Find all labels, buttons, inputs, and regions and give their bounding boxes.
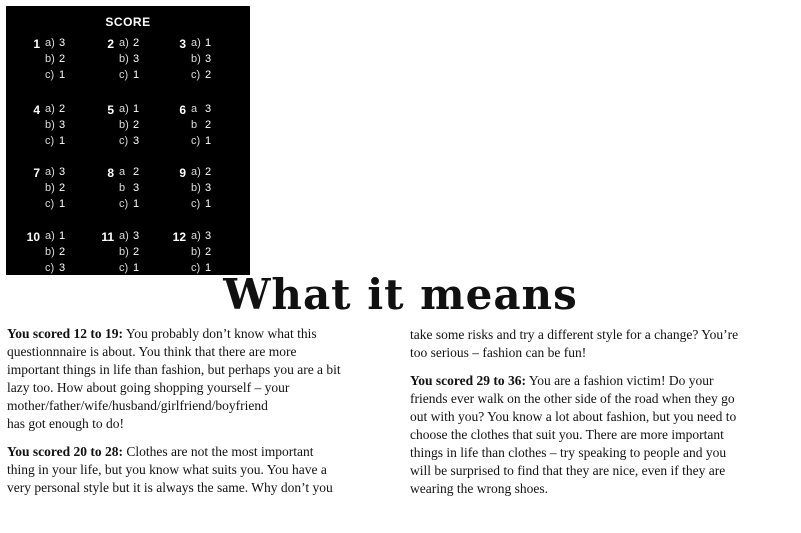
option-letter: b) bbox=[119, 119, 129, 131]
score-question bbox=[94, 103, 164, 155]
score-option bbox=[45, 164, 71, 180]
score-option bbox=[191, 228, 217, 244]
option-letter: a) bbox=[191, 166, 201, 178]
question-number: 6 bbox=[179, 103, 186, 117]
result-29-36-line: wearing the wrong shoes. bbox=[410, 481, 548, 496]
score-option bbox=[119, 164, 145, 180]
option-letter: a) bbox=[119, 230, 129, 242]
score-option bbox=[191, 180, 217, 196]
score-option bbox=[45, 35, 71, 51]
option-points: 3 bbox=[205, 53, 212, 65]
left-column bbox=[7, 325, 382, 507]
option-points: 1 bbox=[205, 135, 212, 147]
option-letter: a) bbox=[191, 37, 201, 49]
option-letter: a) bbox=[45, 166, 55, 178]
result-29-36-line: You are a fashion victim! Do your bbox=[528, 373, 714, 388]
option-letter: a) bbox=[45, 103, 55, 115]
option-points: 3 bbox=[59, 119, 66, 131]
result-12-19-line: has got enough to do! bbox=[7, 416, 124, 431]
option-points: 2 bbox=[59, 182, 66, 194]
option-points: 2 bbox=[59, 103, 66, 115]
result-12-19-line: questionnnaire is about. You think that there are more bbox=[7, 344, 297, 359]
score-option bbox=[119, 35, 145, 51]
question-number: 12 bbox=[172, 230, 186, 244]
option-letter: b bbox=[191, 119, 198, 131]
option-letter: b) bbox=[45, 182, 55, 194]
score-option bbox=[45, 244, 71, 260]
option-letter: b) bbox=[45, 53, 55, 65]
option-points: 3 bbox=[205, 182, 212, 194]
score-option bbox=[119, 180, 145, 196]
question-number: 1 bbox=[33, 37, 40, 51]
option-points: 1 bbox=[59, 198, 66, 210]
option-points: 2 bbox=[133, 166, 140, 178]
option-letter: c) bbox=[191, 262, 201, 274]
question-number: 10 bbox=[26, 230, 40, 244]
option-letter: b) bbox=[191, 246, 201, 258]
option-letter: c) bbox=[45, 198, 55, 210]
question-number: 9 bbox=[179, 166, 186, 180]
question-number: 7 bbox=[33, 166, 40, 180]
score-option bbox=[191, 244, 217, 260]
option-letter: b) bbox=[119, 246, 129, 258]
option-letter: a bbox=[191, 103, 198, 115]
score-option bbox=[191, 133, 217, 149]
option-points: 2 bbox=[133, 37, 140, 49]
option-points: 2 bbox=[59, 246, 66, 258]
result-20-28-line: thing in your life, but you know what suits you. You have a bbox=[7, 462, 327, 477]
option-letter: a) bbox=[119, 103, 129, 115]
option-letter: b) bbox=[45, 119, 55, 131]
option-points: 1 bbox=[133, 69, 140, 81]
option-letter: a bbox=[119, 166, 126, 178]
option-letter: a) bbox=[119, 37, 129, 49]
option-letter: c) bbox=[119, 135, 129, 147]
score-option bbox=[45, 67, 71, 83]
question-number: 4 bbox=[33, 103, 40, 117]
score-option bbox=[119, 101, 145, 117]
score-option bbox=[45, 101, 71, 117]
option-points: 2 bbox=[205, 166, 212, 178]
score-option bbox=[191, 51, 217, 67]
option-points: 1 bbox=[59, 69, 66, 81]
option-letter: c) bbox=[191, 135, 201, 147]
score-question bbox=[20, 103, 90, 155]
option-points: 1 bbox=[133, 198, 140, 210]
option-letter: c) bbox=[45, 262, 55, 274]
page-heading: What it means bbox=[223, 270, 578, 319]
option-letter: c) bbox=[45, 69, 55, 81]
option-points: 1 bbox=[59, 135, 66, 147]
option-points: 1 bbox=[133, 262, 140, 274]
score-option bbox=[45, 51, 71, 67]
score-option bbox=[119, 133, 145, 149]
score-title: SCORE bbox=[105, 15, 151, 29]
option-points: 2 bbox=[205, 119, 212, 131]
option-points: 2 bbox=[205, 246, 212, 258]
option-points: 1 bbox=[205, 198, 212, 210]
score-table bbox=[6, 6, 250, 275]
result-20-28-line: too serious – fashion can be fun! bbox=[410, 345, 587, 360]
option-points: 3 bbox=[133, 135, 140, 147]
option-points: 2 bbox=[133, 246, 140, 258]
option-letter: c) bbox=[191, 69, 201, 81]
option-points: 3 bbox=[59, 262, 66, 274]
result-12-19-line: You probably don’t know what this bbox=[125, 326, 317, 341]
score-option bbox=[45, 133, 71, 149]
result-29-36-line: will be surprised to find that they are nice, even if they are bbox=[410, 463, 726, 478]
score-question bbox=[94, 166, 164, 218]
result-20-28 bbox=[7, 443, 382, 497]
option-points: 2 bbox=[59, 53, 66, 65]
option-points: 1 bbox=[133, 103, 140, 115]
result-12-19 bbox=[7, 325, 382, 433]
score-option bbox=[45, 117, 71, 133]
score-option bbox=[119, 244, 145, 260]
right-column bbox=[410, 326, 795, 508]
score-option bbox=[191, 164, 217, 180]
result-20-28-continued bbox=[410, 326, 795, 362]
score-option bbox=[119, 117, 145, 133]
score-option bbox=[191, 117, 217, 133]
result-12-19-line: lazy too. How about going shopping yourself – your bbox=[7, 380, 290, 395]
score-option bbox=[119, 51, 145, 67]
result-20-28-line: Clothes are not the most important bbox=[126, 444, 314, 459]
score-option bbox=[119, 196, 145, 212]
option-letter: c) bbox=[191, 198, 201, 210]
score-option bbox=[191, 101, 217, 117]
option-points: 3 bbox=[133, 53, 140, 65]
score-question bbox=[166, 166, 236, 218]
option-letter: c) bbox=[119, 262, 129, 274]
result-12-19-lead: You scored 12 to 19: bbox=[7, 326, 123, 341]
option-letter: b) bbox=[45, 246, 55, 258]
option-letter: a) bbox=[45, 37, 55, 49]
result-20-28-line: very personal style but it is always the same. Why don’t you bbox=[7, 480, 333, 495]
result-29-36-line: out with you? You know a lot about fashion, but you need to bbox=[410, 409, 737, 424]
score-option bbox=[45, 196, 71, 212]
result-12-19-line: mother/father/wife/husband/girlfriend/boyfriend bbox=[7, 398, 268, 413]
option-points: 2 bbox=[133, 119, 140, 131]
result-29-36 bbox=[410, 372, 795, 498]
score-question bbox=[20, 37, 90, 89]
result-20-28-line: take some risks and try a different style for a change? You’re bbox=[410, 327, 739, 342]
score-option bbox=[191, 67, 217, 83]
option-letter: b) bbox=[119, 53, 129, 65]
score-question bbox=[94, 37, 164, 89]
option-points: 2 bbox=[205, 69, 212, 81]
option-letter: c) bbox=[45, 135, 55, 147]
result-20-28-lead: You scored 20 to 28: bbox=[7, 444, 123, 459]
option-points: 1 bbox=[59, 230, 66, 242]
option-points: 3 bbox=[133, 182, 140, 194]
option-points: 3 bbox=[59, 166, 66, 178]
score-option bbox=[119, 67, 145, 83]
option-points: 3 bbox=[133, 230, 140, 242]
question-number: 3 bbox=[179, 37, 186, 51]
option-letter: a) bbox=[45, 230, 55, 242]
option-letter: b) bbox=[191, 53, 201, 65]
result-29-36-line: friends ever walk on the other side of the road when they go bbox=[410, 391, 735, 406]
option-points: 1 bbox=[205, 37, 212, 49]
result-29-36-line: things in life than clothes – try speaking to people and you bbox=[410, 445, 727, 460]
question-number: 8 bbox=[107, 166, 114, 180]
option-points: 3 bbox=[205, 103, 212, 115]
score-option bbox=[45, 180, 71, 196]
score-option bbox=[45, 228, 71, 244]
option-letter: c) bbox=[119, 69, 129, 81]
option-letter: b bbox=[119, 182, 126, 194]
option-points: 3 bbox=[59, 37, 66, 49]
option-letter: a) bbox=[191, 230, 201, 242]
score-option bbox=[191, 196, 217, 212]
question-number: 11 bbox=[101, 230, 114, 244]
question-number: 5 bbox=[107, 103, 114, 117]
option-letter: b) bbox=[191, 182, 201, 194]
score-question bbox=[20, 166, 90, 218]
result-29-36-lead: You scored 29 to 36: bbox=[410, 373, 526, 388]
score-question bbox=[166, 103, 236, 155]
option-points: 1 bbox=[205, 262, 212, 274]
option-letter: c) bbox=[119, 198, 129, 210]
result-12-19-line: important things in life than fashion, but perhaps you are a bit bbox=[7, 362, 341, 377]
question-number: 2 bbox=[107, 37, 114, 51]
score-question bbox=[166, 37, 236, 89]
score-option bbox=[191, 35, 217, 51]
score-option bbox=[119, 228, 145, 244]
result-29-36-line: choose the clothes that suit you. There are more important bbox=[410, 427, 724, 442]
option-points: 3 bbox=[205, 230, 212, 242]
